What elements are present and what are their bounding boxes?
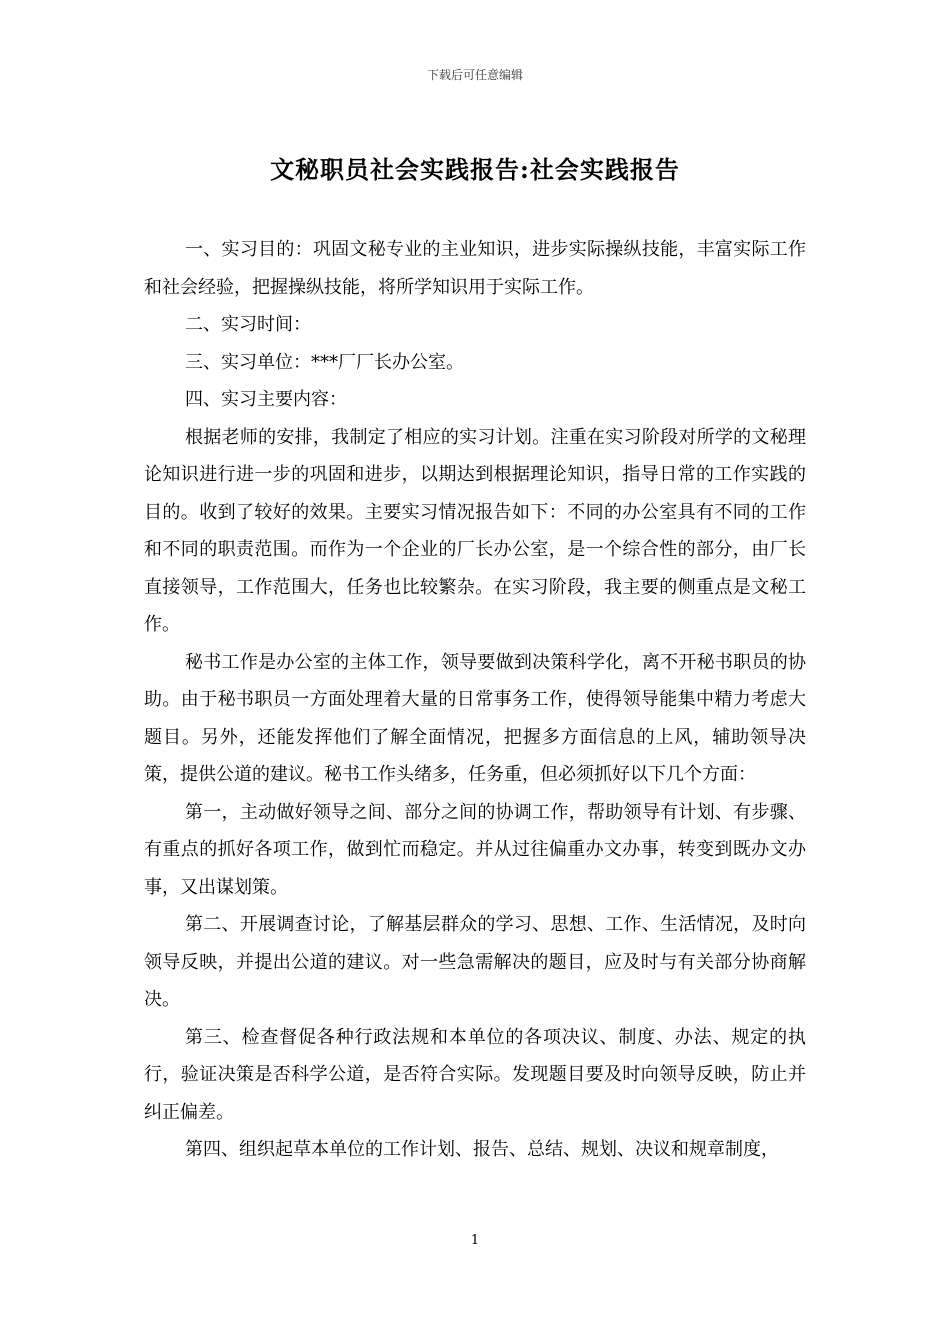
document-body [144,231,806,1169]
paragraph-purpose: 一、实习目的：巩固文秘专业的主业知识，进步实际操纵技能，丰富实际工作和社会经验，把握操纵技能，将所学知识用于实际工作。 [144,239,806,298]
paragraph-point-two: 第二、开展调查讨论，了解基层群众的学习、思想、工作、生活情况，及时向领导反映，并提出公道的建议。对一些急需解决的题目，应及时与有关部分协商解决。 [144,914,806,1010]
document-title: 文秘职员社会实践报告:社会实践报告 [270,155,680,184]
paragraph-time: 二、实习时间： [185,314,311,335]
paragraph-point-three: 第三、检查督促各种行政法规和本单位的各项决议、制度、办法、规定的执行，验证决策是否科学公道，是否符合实际。发现题目要及时向领导反映，防止并纠正偏差。 [144,1026,806,1123]
paragraph-unit: 三、实习单位：***厂厂长办公室。 [185,351,464,373]
page-number: 1 [470,1233,480,1248]
paragraph-secretary-work: 秘书工作是办公室的主体工作，领导要做到决策科学化，离不开秘书职员的协助。由于秘书职员一方面处理着大量的日常事务工作，使得领导能集中精力考虑大题目。另外，还能发挥他们了解全面情况，把握多方面信息的上风，辅助领导决策，提供公道的建议。秘书工作头绪多，任务重，但必须抓好以下几个方面： [144,651,806,785]
paragraph-content-heading: 四、实习主要内容： [185,389,347,410]
paragraph-point-one: 第一，主动做好领导之间、部分之间的协调工作，帮助领导有计划、有步骤、有重点的抓好各项工作，做到忙而稳定。并从过往偏重办文办事，转变到既办文办事，又出谋划策。 [144,801,806,898]
paragraph-point-four: 第四、组织起草本单位的工作计划、报告、总结、规划、决议和规章制度， [185,1139,779,1160]
page-header-note: 下载后可任意编辑 [426,68,523,82]
paragraph-plan: 根据老师的安排，我制定了相应的实习计划。注重在实习阶段对所学的文秘理论知识进行进一步的巩固和进步，以期达到根据理论知识，指导日常的工作实践的目的。收到了较好的效果。主要实习情况报告如下：不同的办公室具有不同的工作和不同的职责范围。而作为一个企业的厂长办公室，是一个综合性的部分，由厂长直接领导，工作范围大，任务也比较繁杂。在实习阶段，我主要的侧重点是文秘工作。 [144,426,806,635]
